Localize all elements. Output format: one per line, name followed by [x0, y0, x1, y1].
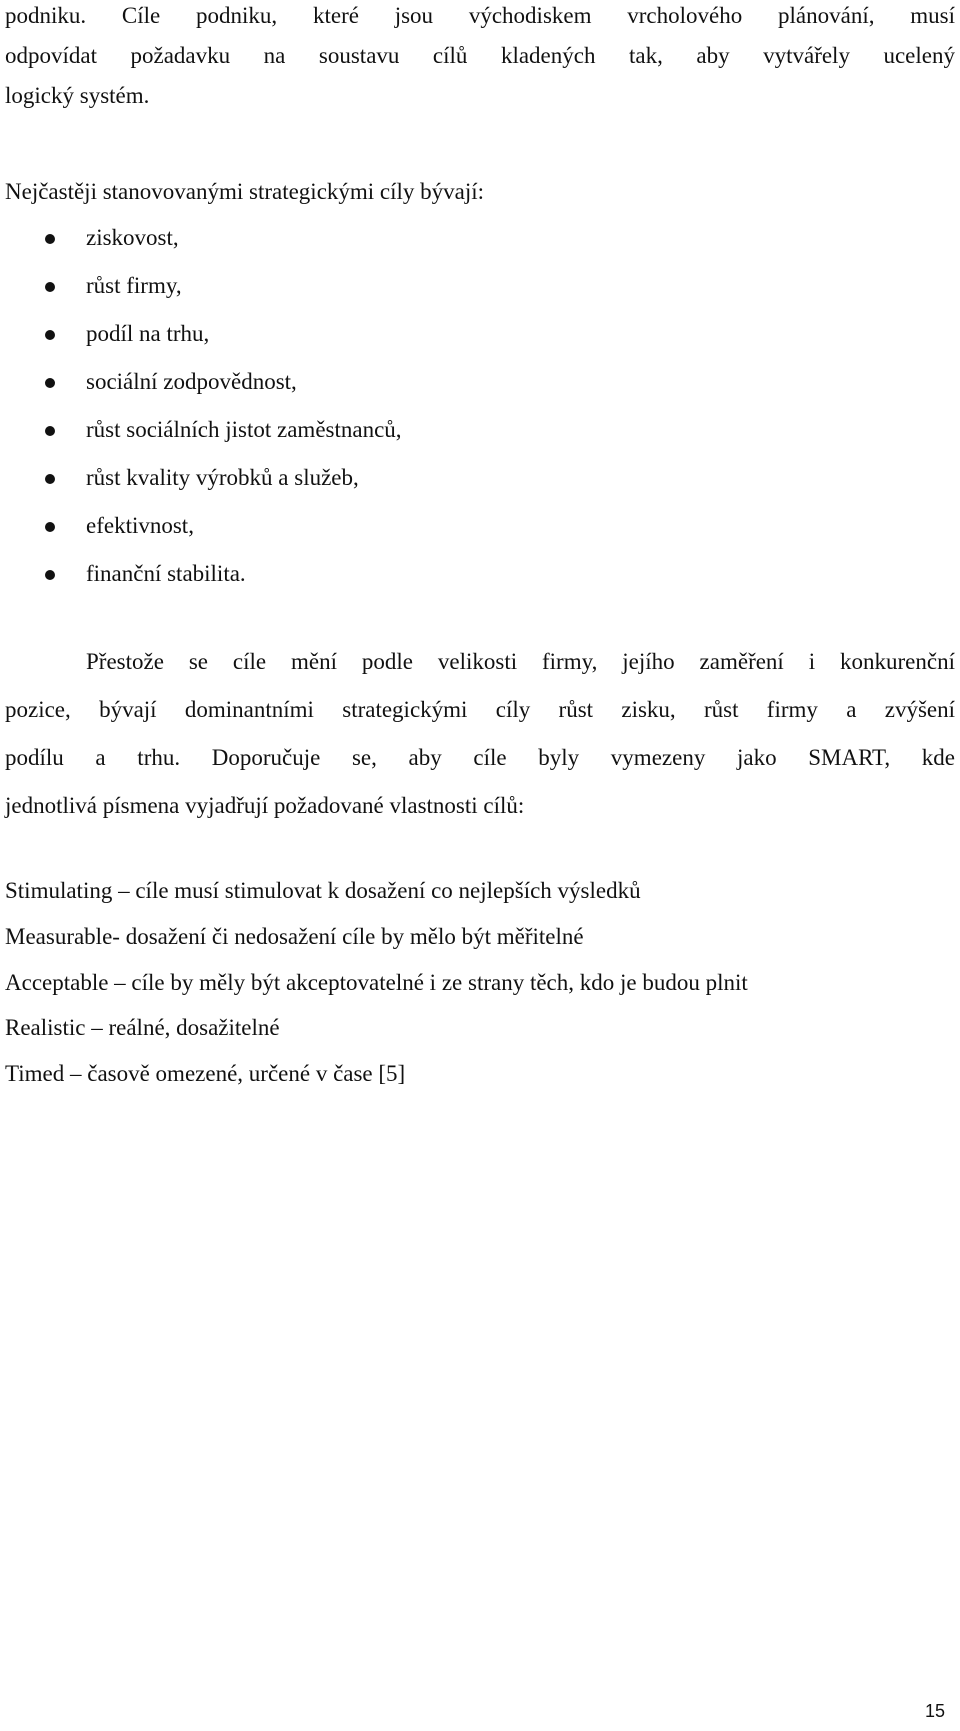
- bullet-icon: [45, 378, 55, 388]
- list-item-label: růst firmy,: [86, 273, 182, 298]
- paragraph-2-line-1: Přestože se cíle mění podle velikosti firmy, jejího zaměření i konkurenční: [86, 649, 955, 674]
- paragraph-2-line-4: jednotlivá písmena vyjadřují požadované vlastnosti cílů:: [5, 793, 525, 818]
- page-number: 15: [924, 1701, 945, 1721]
- smart-line-measurable: Measurable- dosažení či nedosažení cíle by mělo být měřitelné: [5, 924, 584, 949]
- list-item: [0, 318, 900, 350]
- smart-line-stimulating: Stimulating – cíle musí stimulovat k dosažení co nejlepších výsledků: [5, 878, 641, 903]
- bullet-icon: [45, 330, 55, 340]
- list-item-label: efektivnost,: [86, 513, 194, 538]
- list-item: [0, 510, 900, 542]
- list-item: [0, 558, 900, 590]
- list-item: [0, 366, 900, 398]
- smart-line-timed: Timed – časově omezené, určené v čase [5]: [5, 1061, 406, 1086]
- list-item-label: růst sociálních jistot zaměstnanců,: [86, 417, 402, 442]
- bullet-icon: [45, 522, 55, 532]
- list-item-label: sociální zodpovědnost,: [86, 369, 297, 394]
- bullet-icon: [45, 474, 55, 484]
- bullet-icon: [45, 570, 55, 580]
- list-item: [0, 270, 900, 302]
- bullet-icon: [45, 426, 55, 436]
- smart-line-acceptable: Acceptable – cíle by měly být akceptovatelné i ze strany těch, kdo je budou plnit: [5, 970, 748, 995]
- bullet-icon: [45, 234, 55, 244]
- smart-line-realistic: Realistic – reálné, dosažitelné: [5, 1015, 280, 1040]
- paragraph-1-line-2: odpovídat požadavku na soustavu cílů kladených tak, aby vytvářely ucelený: [5, 43, 955, 68]
- bullet-icon: [45, 282, 55, 292]
- list-item: [0, 462, 900, 494]
- list-intro: Nejčastěji stanovovanými strategickými cíly bývají:: [5, 179, 485, 204]
- list-item: [0, 222, 900, 254]
- paragraph-2-line-2: pozice, bývají dominantními strategickými cíly růst zisku, růst firmy a zvýšení: [5, 697, 955, 722]
- list-item-label: ziskovost,: [86, 225, 179, 250]
- paragraph-2-line-3: podílu a trhu. Doporučuje se, aby cíle byly vymezeny jako SMART, kde: [5, 745, 955, 770]
- list-item: [0, 414, 900, 446]
- list-item-label: finanční stabilita.: [86, 561, 246, 586]
- list-item-label: růst kvality výrobků a služeb,: [86, 465, 359, 490]
- paragraph-1-line-1: podniku. Cíle podniku, které jsou východiskem vrcholového plánování, musí: [5, 3, 955, 28]
- paragraph-1-line-3: logický systém.: [5, 83, 150, 108]
- list-item-label: podíl na trhu,: [86, 321, 210, 346]
